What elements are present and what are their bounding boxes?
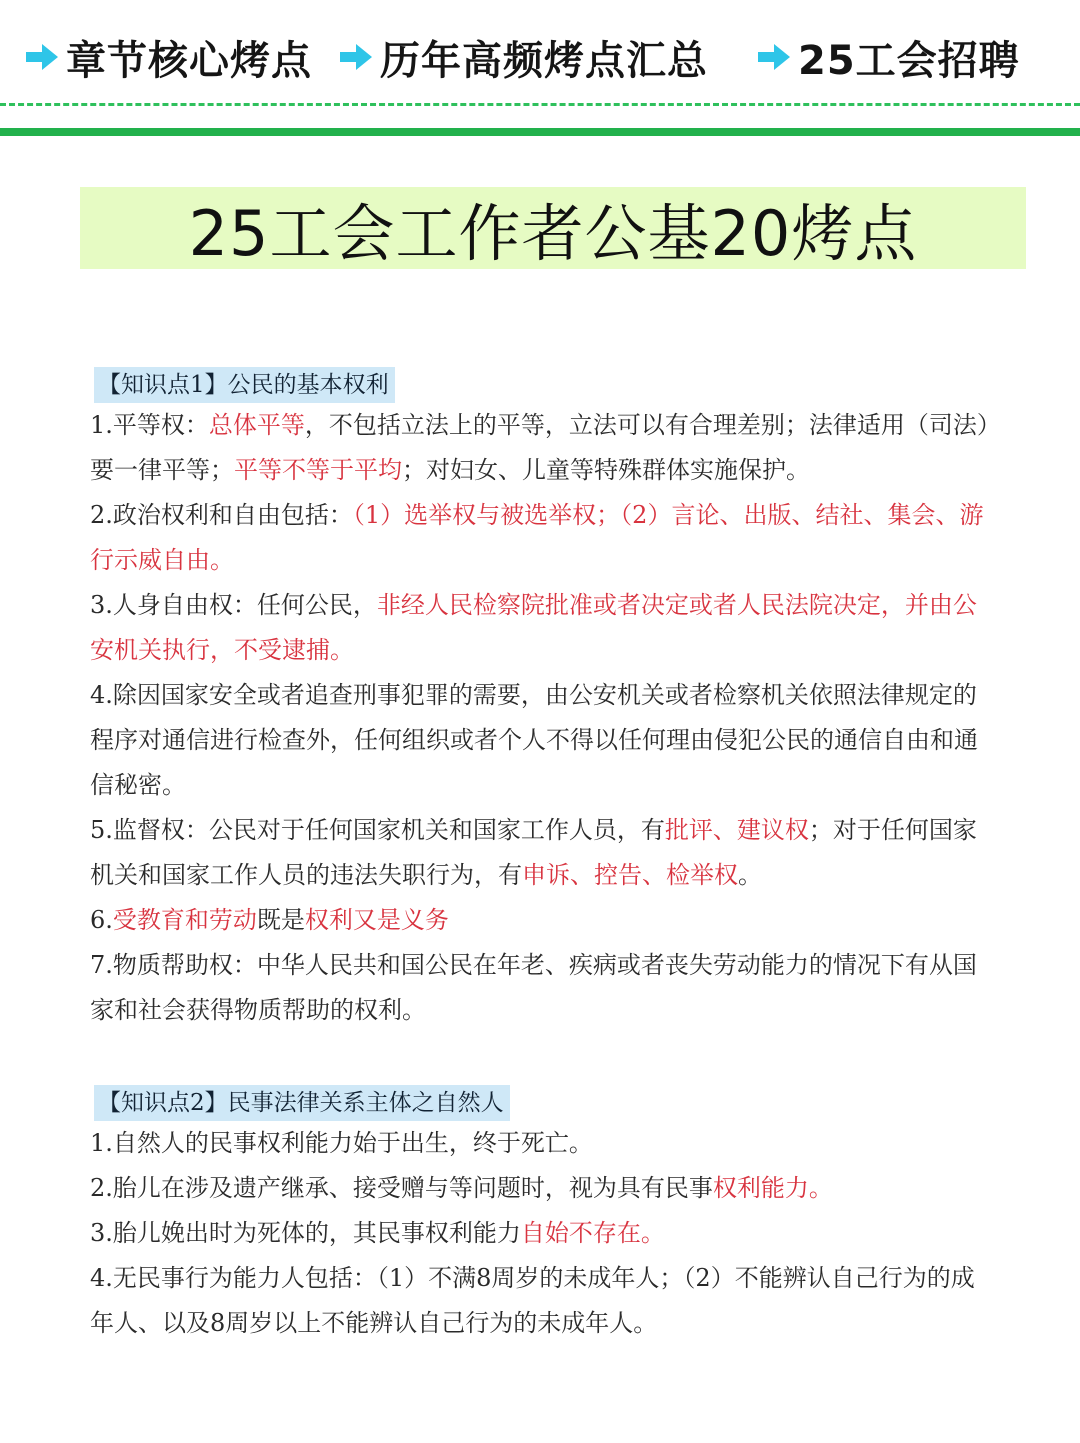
arrow-right-icon <box>338 42 374 72</box>
highlight-text: 受教育和劳动 <box>112 906 257 934</box>
knowledge-item <box>90 943 990 1033</box>
highlight-text: 权利能力。 <box>712 1174 833 1202</box>
nav-item-chapter-points[interactable] <box>24 22 312 92</box>
highlight-text: 权利又是义务 <box>304 906 449 934</box>
title-banner <box>80 187 1026 269</box>
knowledge-item <box>90 673 990 808</box>
body-text: ；对妇女、儿童等特殊群体实施保护。 <box>402 456 810 484</box>
knowledge-item <box>90 1166 990 1211</box>
section-items <box>90 403 990 1033</box>
body-text: 6. <box>90 906 113 934</box>
body-text: ，不包括立法上的平等，立法可以有合理差别；法律适用（司法）要一律平等； <box>90 411 989 484</box>
nav-item-label: 25工会招聘 <box>798 37 1020 84</box>
knowledge-item <box>90 1256 990 1346</box>
dashed-divider <box>0 103 1080 106</box>
body-text: 3.人身自由权：任何公民， <box>90 591 377 619</box>
knowledge-item <box>90 1121 990 1166</box>
section-heading: 【知识点2】民事法律关系主体之自然人 <box>94 1085 510 1121</box>
body-text: 5.监督权：公民对于任何国家机关和国家工作人员，有 <box>90 816 665 844</box>
highlight-text: 申诉、控告、检举权 <box>522 861 738 889</box>
nav-item-recruitment[interactable] <box>756 22 1020 92</box>
highlight-text: 平等不等于平均 <box>234 456 402 484</box>
body-text: 。 <box>738 861 762 889</box>
highlight-text: 批评、建议权 <box>664 816 809 844</box>
nav-item-label: 历年高频烤点汇总 <box>380 37 708 84</box>
highlight-text: 总体平等 <box>208 411 305 439</box>
body-text: 4.除因国家安全或者追查刑事犯罪的需要，由公安机关或者检察机关依照法律规定的程序对通信进行检查外，任何组织或者个人不得以任何理由侵犯公民的通信自由和通信秘密。 <box>90 681 978 799</box>
nav-item-frequent-points[interactable] <box>338 22 708 92</box>
highlight-text: 非经人民检察院批准或者决定或者人民法院决定，并由公安机关执行，不受逮捕。 <box>90 591 977 664</box>
knowledge-item <box>90 493 990 583</box>
body-text: ；对于任何国家机关和国家工作人员的违法失职行为，有 <box>90 816 977 889</box>
solid-divider <box>0 128 1080 136</box>
highlight-text: （1）选举权与被选举权；（2）言论、出版、结社、集会、游行示威自由。 <box>90 501 984 574</box>
body-text: 4.无民事行为能力人包括：（1）不满8周岁的未成年人；（2）不能辨认自己行为的成年人、以及8周岁以上不能辨认自己行为的未成年人。 <box>90 1264 975 1337</box>
knowledge-section-1 <box>90 367 990 1033</box>
highlight-text: 自始不存在。 <box>520 1219 665 1247</box>
section-heading: 【知识点1】公民的基本权利 <box>94 367 395 403</box>
knowledge-item <box>90 808 990 898</box>
arrow-right-icon <box>24 42 60 72</box>
knowledge-item <box>90 1211 990 1256</box>
body-text: 7.物质帮助权：中华人民共和国公民在年老、疾病或者丧失劳动能力的情况下有从国家和社会获得物质帮助的权利。 <box>90 951 977 1024</box>
page-title: 25工会工作者公基20烤点 <box>188 196 918 270</box>
body-text: 既是 <box>256 906 305 934</box>
section-items <box>90 1121 990 1346</box>
nav-item-label: 章节核心烤点 <box>66 37 312 84</box>
knowledge-item <box>90 583 990 673</box>
body-text: 1.自然人的民事权利能力始于出生，终于死亡。 <box>90 1129 593 1157</box>
knowledge-section-2 <box>90 1085 990 1346</box>
body-text: 2.政治权利和自由包括： <box>90 501 353 529</box>
body-text: 2.胎儿在涉及遗产继承、接受赠与等问题时，视为具有民事 <box>90 1174 713 1202</box>
knowledge-item <box>90 898 990 943</box>
body-text: 3.胎儿娩出时为死体的，其民事权利能力 <box>90 1219 521 1247</box>
knowledge-item <box>90 403 990 493</box>
arrow-right-icon <box>756 42 792 72</box>
body-text: 1.平等权： <box>90 411 209 439</box>
top-navigation <box>0 22 1080 92</box>
